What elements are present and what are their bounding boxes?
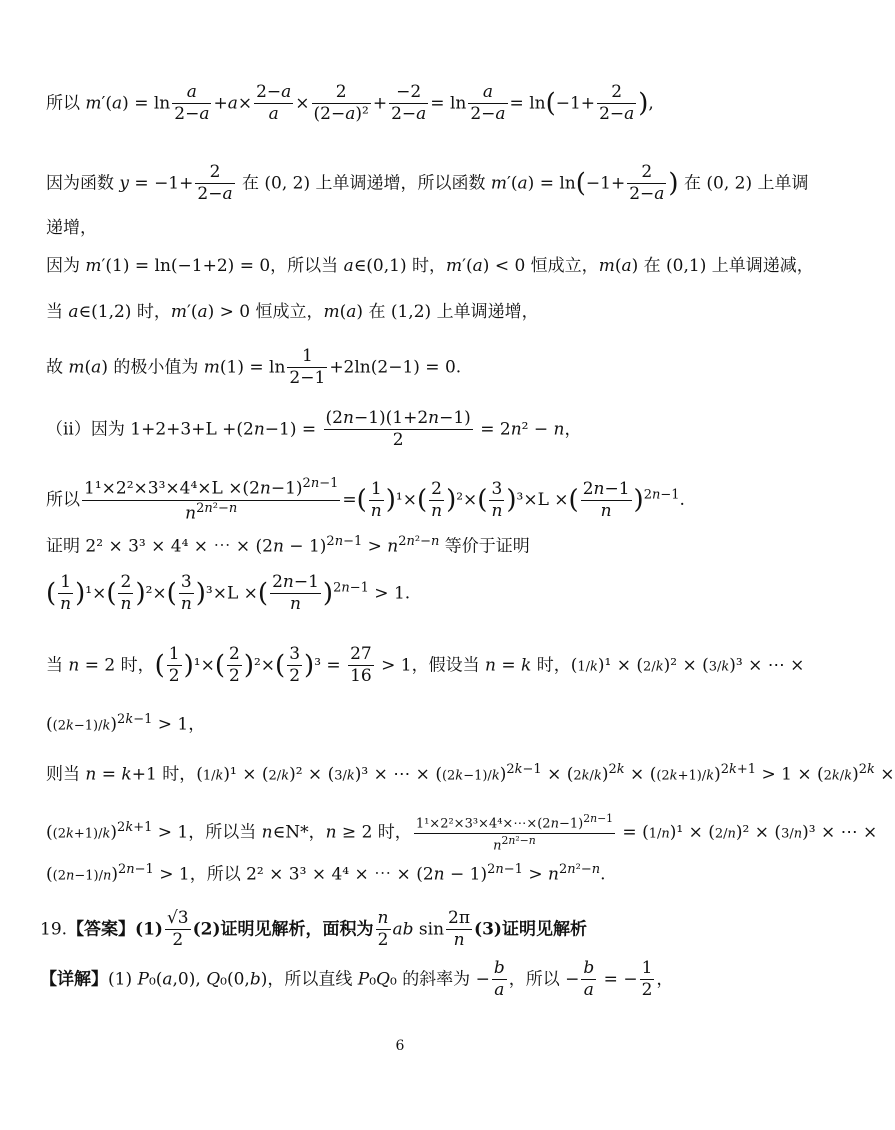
- solution-line-target: ( $\frac{1}{n}$ )¹×( $\frac{2}{n}$ )²×( $\frac{3}{n}$ )³×L ×( $\frac{2n-1}{n}$ )$^{2n-1}$ > 1.: [46, 572, 411, 615]
- solution-line-minimum: 故 m(a) 的极小值为 m(1) = ln $\frac{1}{2-1}$ +2ln(2−1) = 0.: [46, 346, 462, 389]
- solution-line-conclusion-a: $((2k+1)/k)^{2k+1} > 1$，所以当 n∈N*，n ≥ 2 时， $\frac{1^1\times 2^2\times 3^3\times 4^4\times\cdots\times(2n-1)^{2n-1}}{n^{2n^2-n}}$ = (1/n)¹ × (2/n)² × (3/n)³ × ⋯ ×: [46, 812, 878, 853]
- solution-line-monotonic: 因为函数 y = −1+ $\frac{2}{2-a}$ 在 (0, 2) 上单调递增，所以函数 m′(a) = ln(−1+ $\frac{2}{2-a}$ ) 在 (0, 2) 上单调: [46, 162, 809, 205]
- solution-line-derivative: 所以 m′(a) = ln $\frac{a}{2-a}$ +a× $\frac{2-a}{a}$ × $\frac{2}{\text{(2−a)²}}$ + $\frac{-2}{2-a}$ = ln $\frac{a}{2-a}$ = ln(−1+ $\frac{2}{2-a}$ ),: [46, 82, 654, 125]
- answer-line-19: 19.【答案】(1) $\frac{√3}{2}$ (2)证明见解析，面积为 $\frac{n}{2}$ ab sin $\frac{2\pi}{n}$ (3)证明见解析: [40, 908, 587, 951]
- solution-line-case1: 因为 m′(1) = ln(−1+2) = 0，所以当 a∈(0,1) 时，m′(a) < 0 恒成立，m(a) 在 (0,1) 上单调递减，: [46, 256, 814, 276]
- solution-line-induction: 则当 n = k+1 时，(1/k)¹ × (2/k)² × (3/k)³ × ⋯ × $((2k-1)/k)^{2k-1} \times (2k/k)^{2k} \times ((2k+1)/k)^{2k+1} > 1 \times (2k/k)^{2k}$ ×: [46, 762, 895, 785]
- detail-line-19: 【详解】(1) P₀(a,0), Q₀(0,b)，所以直线 P₀Q₀ 的斜率为 − $\frac{b}{a}$ ，所以 − $\frac{b}{a}$ = − $\frac{1}{2}$ ，: [40, 958, 674, 1001]
- solution-line-base-case: 当 n = 2 时，( $\frac{1}{2}$ )¹×( $\frac{2}{2}$ )²×( $\frac{3}{2}$ )³ = $\frac{27}{16}$ > 1，假设当 n = k 时，(1/k)¹ × (2/k)² × (3/k)³ × ⋯ ×: [46, 644, 805, 687]
- solution-line-product: 所以 $\frac{1^1\times 2^2\times 3^3\times 4^4\times L \times(2n-1)^{2n-1}}{n^{2n^2-n}}$ =( $\frac{1}{n}$ )¹×( $\frac{2}{n}$ )²×( $\frac{3}{n}$ )³×L ×( $\frac{2n-1}{n}$ )$^{2n-1}$.: [46, 476, 685, 524]
- solution-line-equivalent: 证明 2² × 3³ × 4⁴ × ⋯ × $(2n - 1)^{2n-1} > n^{2n^2-n}$ 等价于证明: [46, 534, 530, 557]
- solution-line-sum: （ii）因为 1+2+3+L +(2n−1) = $\frac{(2n-1)(1+2n-1)}{2}$ = 2n² − n，: [46, 408, 582, 451]
- solution-line-case2: 当 a∈(1,2) 时，m′(a) > 0 恒成立，m(a) 在 (1,2) 上单调递增，: [46, 302, 539, 322]
- page-number: 6: [395, 1038, 405, 1054]
- solution-line-conclusion-b: $((2n-1)/n)^{2n-1} > 1$，所以 2² × 3³ × 4⁴ × ⋯ × $(2n - 1)^{2n-1} > n^{2n^2-n}$.: [46, 862, 606, 885]
- solution-line-increasing: 递增，: [46, 218, 97, 238]
- solution-line-hypothesis: $((2k-1)/k)^{2k-1} > 1$，: [46, 712, 206, 735]
